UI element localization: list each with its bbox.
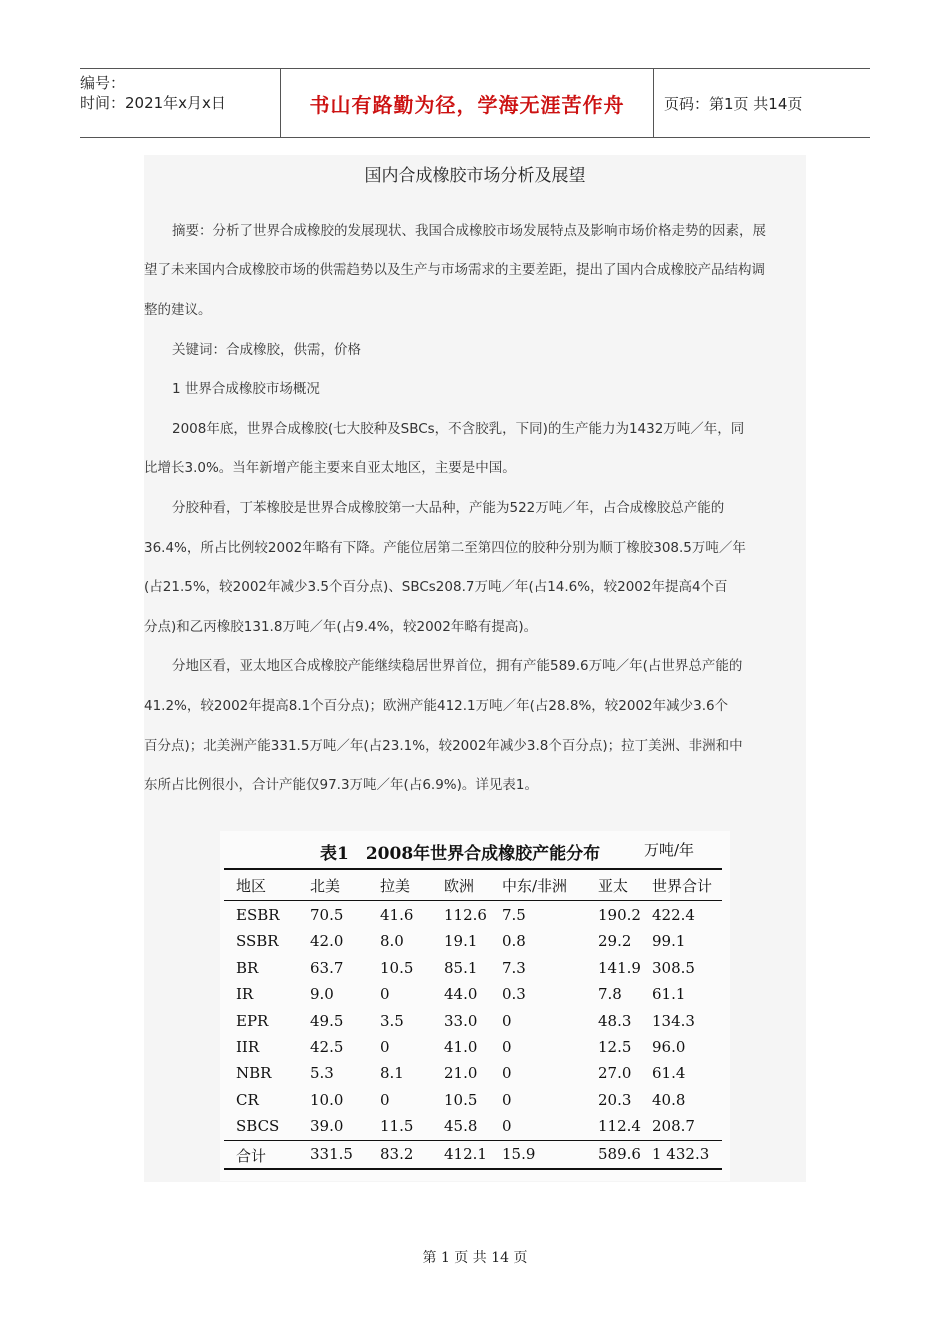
table-cell: 208.7 [652, 1117, 695, 1136]
text-line: 整的建议。 [144, 302, 212, 318]
table-cell: 0 [502, 1090, 512, 1109]
table-top-rule [224, 868, 722, 870]
table-title: 表1 2008年世界合成橡胶产能分布 [320, 844, 601, 864]
table-cell: 61.1 [652, 985, 686, 1004]
doc-date-label: 时间：2021年x月x日 [80, 94, 226, 112]
table-cell: 42.0 [310, 932, 344, 951]
table-cell: 85.1 [444, 958, 478, 977]
table-header-rule [224, 900, 722, 901]
table-header-cell: 北美 [310, 877, 341, 895]
table-cell: 29.2 [598, 932, 632, 951]
text-line: 百分点)；北美洲产能331.5万吨／年(占23.1%，较2002年减少3.8个百分点)；拉丁美洲、非洲和中 [144, 738, 743, 754]
table-cell: 99.1 [652, 932, 686, 951]
table-header-cell: 世界合计 [652, 877, 713, 895]
table-cell: 8.0 [380, 932, 404, 951]
article-title: 国内合成橡胶市场分析及展望 [364, 166, 586, 186]
table-cell: 9.0 [310, 985, 334, 1004]
table-cell: 41.6 [380, 906, 414, 924]
table-header-cell: 亚太 [598, 877, 629, 895]
text-line: 1 世界合成橡胶市场概况 [172, 381, 320, 397]
table-header-cell: 拉美 [380, 877, 411, 895]
text-line: 东所占比例很小，合计产能仅97.3万吨／年(占6.9%)。详见表1。 [144, 777, 538, 793]
header-motto: 书山有路勤为径，学海无涯苦作舟 [280, 69, 654, 137]
table-cell: 308.5 [652, 958, 695, 977]
table-cell: 49.5 [310, 1011, 344, 1030]
text-line: 2008年底，世界合成橡胶(七大胶种及SBCs，不含胶乳，下同)的生产能力为1432万吨／年，同 [172, 421, 745, 437]
table-cell: IR [236, 985, 254, 1004]
table-cell: 7.3 [502, 958, 526, 977]
table-cell: 10.5 [380, 958, 414, 977]
table-unit: 万吨/年 [644, 841, 695, 859]
doc-number-label: 编号： [80, 74, 126, 92]
table-total-cell: 83.2 [380, 1145, 414, 1163]
table-total-cell: 412.1 [444, 1145, 487, 1163]
table-cell: 63.7 [310, 958, 344, 977]
table-cell: 0 [380, 985, 390, 1004]
table-bottom-rule [224, 1168, 722, 1170]
table-total-cell: 15.9 [502, 1145, 536, 1163]
table-cell: 112.6 [444, 906, 487, 924]
table-cell: 21.0 [444, 1064, 478, 1083]
table-cell: 5.3 [310, 1064, 334, 1083]
table-cell: 0.8 [502, 932, 526, 951]
table-cell: CR [236, 1090, 259, 1109]
capacity-table [220, 831, 730, 1181]
text-line: 分点)和乙丙橡胶131.8万吨／年(占9.4%，较2002年略有提高)。 [144, 619, 538, 635]
text-line: 摘要：分析了世界合成橡胶的发展现状、我国合成橡胶市场发展特点及影响市场价格走势的因素，展 [172, 223, 766, 239]
table-cell: 134.3 [652, 1011, 695, 1030]
table-cell: EPR [236, 1011, 269, 1030]
table-cell: 0 [380, 1090, 390, 1109]
table-total-cell: 1 432.3 [652, 1145, 710, 1163]
table-cell: 45.8 [444, 1117, 478, 1136]
table-cell: 0 [502, 1064, 512, 1083]
article-body [144, 155, 806, 1182]
table-cell: ESBR [236, 906, 280, 924]
text-line: 36.4%，所占比例较2002年略有下降。产能位居第二至第四位的胶种分别为顺丁橡胶308.5万吨／年 [144, 540, 746, 556]
table-cell: 19.1 [444, 932, 478, 951]
table-cell: 12.5 [598, 1038, 632, 1056]
text-line: 关键词：合成橡胶，供需，价格 [172, 342, 361, 358]
table-cell: IIR [236, 1038, 260, 1056]
text-line: 比增长3.0%。当年新增产能主要来自亚太地区，主要是中国。 [144, 460, 516, 476]
table-cell: 141.9 [598, 958, 641, 977]
table-cell: 33.0 [444, 1011, 478, 1030]
table-cell: 27.0 [598, 1064, 632, 1083]
table-cell: 48.3 [598, 1011, 632, 1030]
table-cell: 39.0 [310, 1117, 344, 1136]
table-cell: 0.3 [502, 985, 526, 1004]
table-total-cell: 589.6 [598, 1145, 641, 1163]
table-cell: 0 [502, 1117, 512, 1136]
table-cell: 0 [502, 1038, 512, 1056]
table-header-cell: 欧洲 [444, 877, 475, 895]
table-cell: 11.5 [380, 1117, 414, 1136]
text-line: (占21.5%，较2002年减少3.5个百分点)、SBCs208.7万吨／年(占14.6%，较2002年提高4个百 [144, 579, 728, 595]
table-cell: 422.4 [652, 906, 695, 924]
table-cell: 3.5 [380, 1011, 404, 1030]
table-cell: 70.5 [310, 906, 344, 924]
header-page-info: 页码：第1页 共14页 [664, 94, 803, 113]
table-cell: 96.0 [652, 1038, 686, 1056]
table-cell: 112.4 [598, 1117, 641, 1136]
table-cell: 10.5 [444, 1090, 478, 1109]
table-cell: 41.0 [444, 1038, 478, 1056]
table-cell: 40.8 [652, 1090, 686, 1109]
table-total-cell: 331.5 [310, 1145, 353, 1163]
page-footer: 第 1 页 共 14 页 [422, 1250, 528, 1266]
table-cell: 7.5 [502, 906, 526, 924]
table-cell: BR [236, 958, 259, 977]
table-cell: 0 [380, 1038, 390, 1056]
table-total-rule [224, 1140, 722, 1141]
table-cell: 0 [502, 1011, 512, 1030]
table-cell: 42.5 [310, 1038, 344, 1056]
header-meta [80, 69, 280, 137]
table-cell: 7.8 [598, 985, 622, 1004]
table-cell: 10.0 [310, 1090, 344, 1109]
table-total-cell: 合计 [236, 1147, 267, 1165]
table-cell: 20.3 [598, 1090, 632, 1109]
table-cell: SSBR [236, 932, 279, 951]
table-header-cell: 地区 [236, 877, 267, 895]
table-cell: 190.2 [598, 906, 641, 924]
text-line: 分地区看，亚太地区合成橡胶产能继续稳居世界首位，拥有产能589.6万吨／年(占世界总产能的 [172, 658, 743, 674]
page-header [80, 68, 870, 138]
table-cell: 44.0 [444, 985, 478, 1004]
text-line: 分胶种看，丁苯橡胶是世界合成橡胶第一大品种，产能为522万吨／年，占合成橡胶总产能的 [172, 500, 725, 516]
table-cell: 8.1 [380, 1064, 404, 1083]
text-line: 望了未来国内合成橡胶市场的供需趋势以及生产与市场需求的主要差距，提出了国内合成橡胶产品结构调 [144, 262, 765, 278]
table-cell: NBR [236, 1064, 272, 1083]
table-cell: 61.4 [652, 1064, 686, 1083]
text-line: 41.2%，较2002年提高8.1个百分点)；欧洲产能412.1万吨／年(占28.8%，较2002年减少3.6个 [144, 698, 729, 714]
table-header-cell: 中东/非洲 [502, 877, 568, 895]
table-cell: SBCS [236, 1117, 280, 1136]
